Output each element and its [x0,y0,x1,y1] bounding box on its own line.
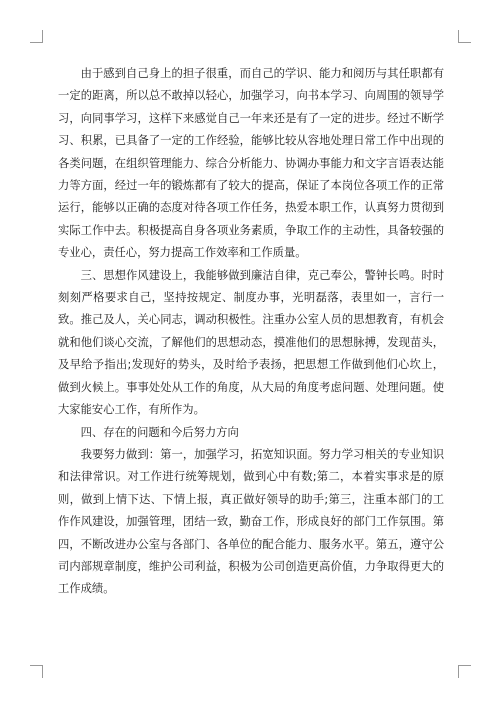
crop-mark-top-left [30,30,43,43]
paragraph-learning: 由于感到自己身上的担子很重，而自己的学识、能力和阅历与其任职都有一定的距离，所以总不敢掉以轻心，加强学习，向书本学习、向周围的领导学习，向同事学习，这样下来感觉自己一年来还是有了一定的进步。经过不断学习、积累，已具备了一定的工作经验，能够比较从容地处理日常工作中出现的各类问题，在组织管理能力、综合分析能力、协调办事能力和文字言语表达能力等方面，经过一年的锻炼都有了较大的提高，保证了本岗位各项工作的正常运行，能够以正确的态度对待各项工作任务，热爱本职工作，认真努力贯彻到实际工作中去。积极提高自身各项业务素质，争取工作的主动性，具备较强的专业心，责任心，努力提高工作效率和工作质量。 [58,67,444,260]
crop-mark-bottom-right [458,665,471,678]
crop-mark-bottom-left [30,665,43,678]
crop-mark-top-right [458,30,471,43]
section-heading-problems: 四、存在的问题和今后努力方向 [80,425,239,439]
paragraph-future-efforts: 我要努力做到：第一，加强学习，拓宽知识面。努力学习相关的专业知识和法律常识。对工作进行统筹规划，做到心中有数;第二，本着实事求是的原则，做到上情下达、下情上报，真正做好领导的助手;第三，注重本部门的工作作风建设，加强管理，团结一致，勤奋工作，形成良好的部门工作氛围。第四，不断改进办公室与各部门、各单位的配合能力、服务水平。第五，遵守公司内部规章制度，维护公司利益，积极为公司创造更高价值，力争取得更大的工作成绩。 [58,447,444,596]
paragraph-work-style: 三、思想作风建设上，我能够做到廉洁自律，克己奉公，警钟长鸣。时时刻刻严格要求自己，坚持按规定、制度办事，光明磊落，表里如一，言行一致。推己及人，关心同志，调动积极性。注重办公室人员的思想教育，有机会就和他们谈心交流，了解他们的思想动态，摸准他们的思想脉搏，发现苗头，及早给予指出;发现好的势头，及时给予表扬，把思想工作做到他们心坎上，做到火候上。事事处处从工作的角度，从大局的角度考虑问题、处理问题。使大家能安心工作，有所作为。 [58,268,444,417]
document-body [58,63,444,601]
